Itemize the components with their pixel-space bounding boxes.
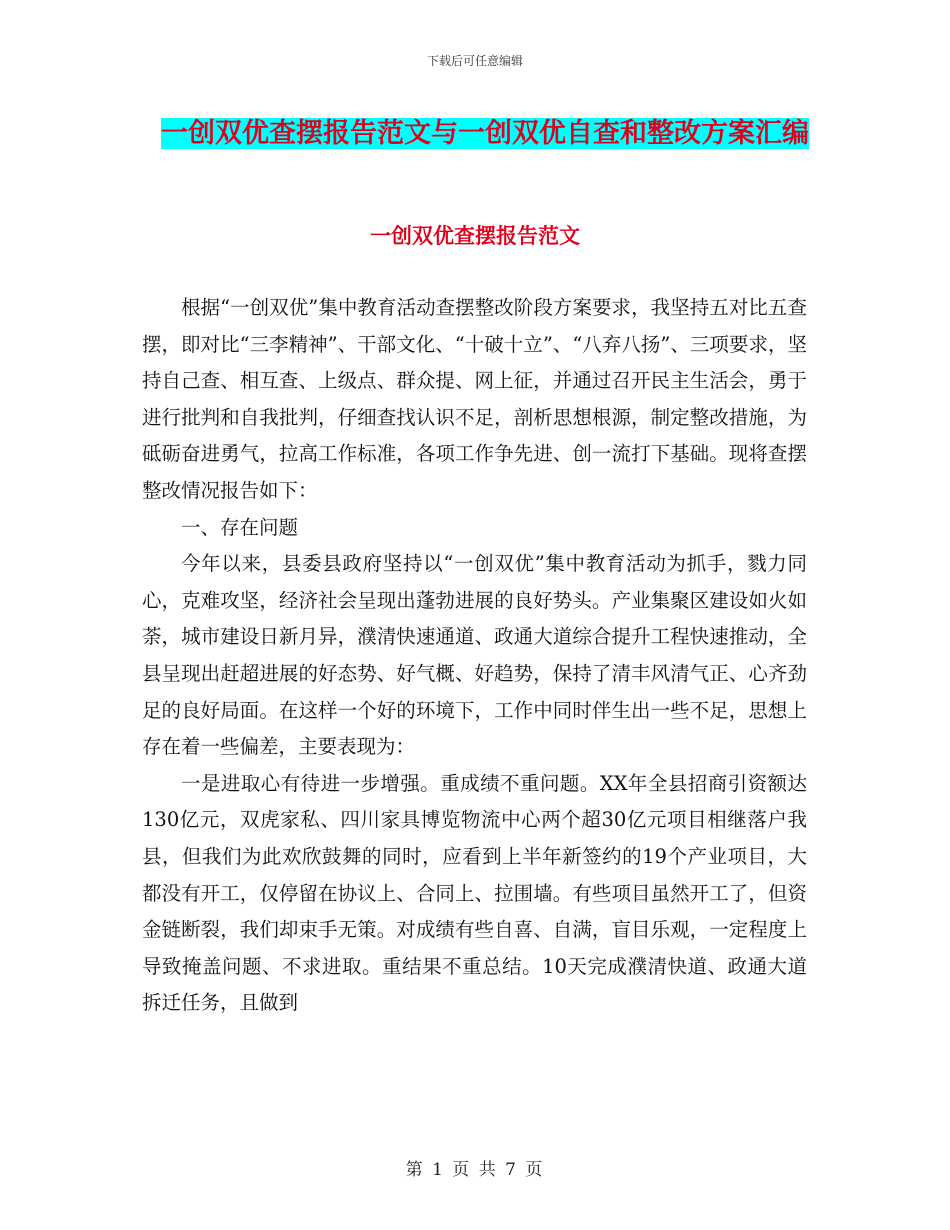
section-title: 一创双优查摆报告范文	[370, 223, 580, 248]
header-note: 下载后可任意编辑	[426, 54, 523, 68]
page-footer: 第 1 页 共 7 页	[405, 1160, 545, 1180]
document-title	[160, 112, 810, 156]
body-text	[142, 290, 807, 1022]
paragraph: 一、存在问题	[181, 515, 299, 539]
document-title-text: 一创双优查摆报告范文与一创双优自查和整改方案汇编	[161, 118, 809, 149]
paragraph: 根据“一创双优”集中教育活动查摆整改阶段方案要求，我坚持五对比五查摆，即对比“三李精神”、干部文化、“十破十立”、“八弃八扬”、三项要求，坚持自己查、相互查、上级点、群众提、网上征，并通过召开民主生活会，勇于进行批判和自我批判，仔细查找认识不足，剖析思想根源，制定整改措施，为砥砺奋进勇气，拉高工作标准，各项工作争先进、创一流打下基础。现将查摆整改情况报告如下：	[142, 296, 807, 502]
paragraph: 一是进取心有待进一步增强。重成绩不重问题。XX年全县招商引资额达130亿元，双虎家私、四川家具博览物流中心两个超30亿元项目相继落户我县，但我们为此欢欣鼓舞的同时，应看到上半年新签约的19个产业项目，大都没有开工，仅停留在协议上、合同上、拉围墙。有些项目虽然开工了，但资金链断裂，我们却束手无策。对成绩有些自喜、自满，盲目乐观，一定程度上导致掩盖问题、不求进取。重结果不重总结。10天完成濮清快道、政通大道拆迁任务，且做到	[142, 771, 807, 1015]
paragraph: 今年以来，县委县政府坚持以“一创双优”集中教育活动为抓手，戮力同心，克难攻坚，经济社会呈现出蓬勃进展的良好势头。产业集聚区建设如火如荼，城市建设日新月异，濮清快速通道、政通大道综合提升工程快速推动，全县呈现出赶超进展的好态势、好气概、好趋势，保持了清丰风清气正、心齐劲足的良好局面。在这样一个好的环境下，工作中同时伴生出一些不足，思想上存在着一些偏差，主要表现为：	[142, 552, 807, 759]
